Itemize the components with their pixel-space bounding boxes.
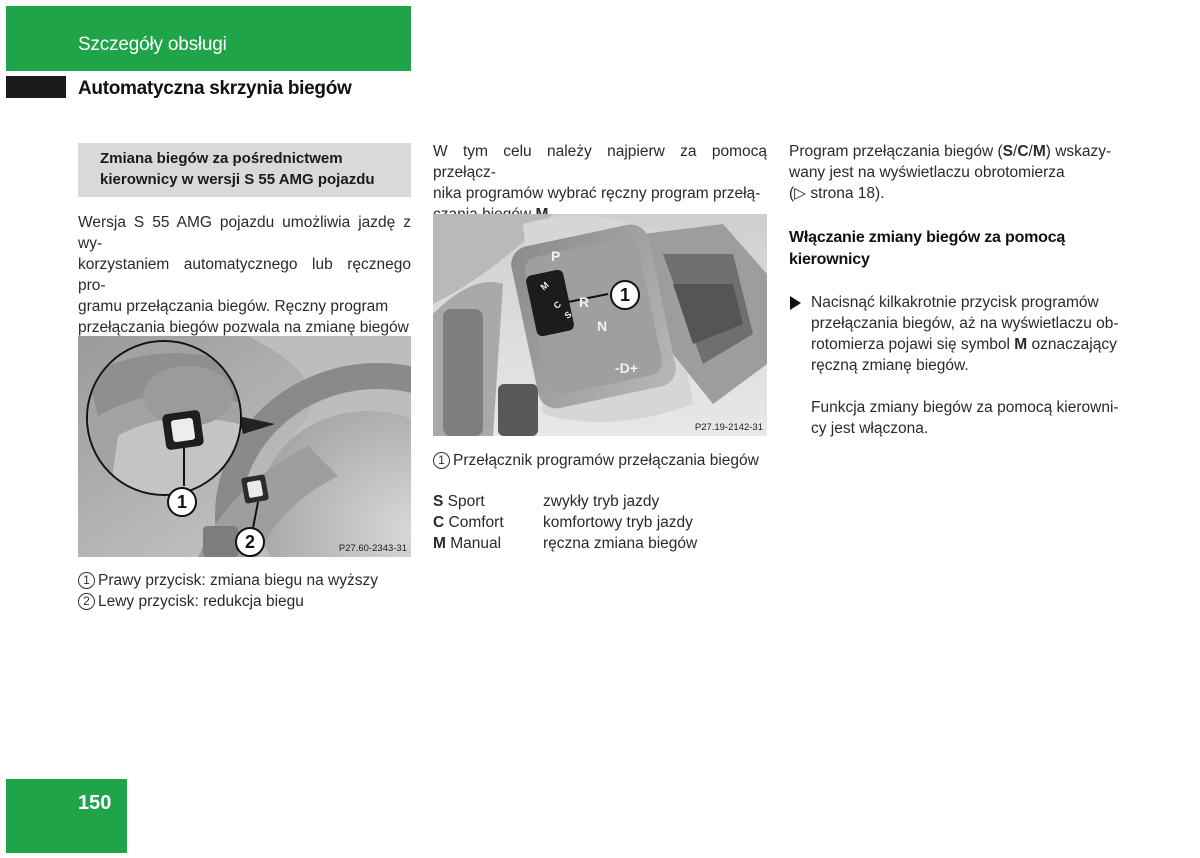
- subheading-line-2: kierownicy: [789, 251, 870, 268]
- text-line: Funkcja zmiany biegów za pomocą kierowni-: [811, 399, 1119, 416]
- topic-title-line-2: kierownicy w wersji S 55 AMG pojazdu: [100, 171, 375, 188]
- legend-number: 1: [433, 452, 450, 469]
- text-run: Program przełączania biegów (: [789, 143, 1003, 160]
- section-marker: [6, 76, 66, 98]
- text-run: rotomierza pojawi się symbol: [811, 336, 1015, 353]
- text-line: cy jest włączona.: [811, 420, 929, 437]
- gear-p-label: P: [551, 248, 561, 264]
- gear-r-label: R: [579, 294, 590, 310]
- text-line: przełączania biegów pozwala na zmianę biegów: [78, 319, 409, 336]
- text-line: gramu przełączania biegów. Ręczny program: [78, 298, 389, 315]
- mode-c-label: C: [551, 299, 563, 311]
- image-code: P27.60-2343-31: [338, 543, 407, 554]
- text-line: [811, 334, 1124, 355]
- chapter-header: [6, 6, 411, 71]
- step-instruction: [811, 292, 1124, 376]
- chapter-title: Szczegóły obsługi: [78, 34, 227, 55]
- mode-desc: komfortowy tryb jazdy: [543, 514, 693, 531]
- text-run: (: [789, 185, 795, 202]
- text-line: ręczną zmianę biegów.: [811, 357, 969, 374]
- legend-item-1: [78, 570, 378, 591]
- text-line: Wersja S 55 AMG pojazdu umożliwia jazdę z wy-: [78, 214, 411, 252]
- mode-name: Comfort: [448, 514, 504, 531]
- gear-d-label: -D+: [615, 360, 638, 376]
- text-line: [789, 141, 1129, 162]
- mode-m-label: M: [538, 279, 551, 293]
- legend-text: Lewy przycisk: redukcja biegu: [98, 593, 304, 610]
- page-reference-icon: ▷: [794, 185, 807, 202]
- text-run: /: [1028, 143, 1033, 160]
- page-number-box: [6, 779, 127, 853]
- mode-row-comfort: [433, 512, 693, 533]
- text-run: ) wskazy-: [1045, 143, 1112, 160]
- text-line: W tym celu należy najpierw za pomocą przełącz-: [433, 143, 767, 181]
- text-line: [789, 183, 1129, 204]
- text-run: /: [1013, 143, 1018, 160]
- text-line: Nacisnąć kilkakrotnie przycisk programów: [811, 294, 1099, 311]
- selector-legend: [433, 450, 759, 471]
- legend-number: 2: [78, 593, 95, 610]
- callout-2: 2: [235, 527, 265, 557]
- mode-name: Sport: [447, 493, 485, 510]
- mode-s-label: S: [562, 309, 574, 321]
- legend-item-2: [78, 591, 304, 612]
- text-run: oznaczający: [1027, 336, 1117, 353]
- subheading-line-1: Włączanie zmiany biegów za pomocą: [789, 229, 1066, 246]
- mode-row-manual: [433, 533, 697, 554]
- gear-n-label: N: [597, 318, 608, 334]
- topic-box: [78, 143, 411, 197]
- text-line: przełączania biegów, aż na wyświetlaczu ob-: [811, 315, 1119, 332]
- section-title: Automatyczna skrzynia biegów: [78, 78, 352, 99]
- topic-title-line-1: Zmiana biegów za pośrednictwem: [100, 150, 343, 167]
- step-arrow-icon: [790, 296, 801, 310]
- callout-1: 1: [167, 487, 197, 517]
- middle-paragraph: [433, 141, 767, 225]
- mode-s-symbol: S: [1002, 143, 1013, 160]
- mode-row-sport: [433, 491, 659, 512]
- manual-symbol: M: [1014, 336, 1028, 353]
- gear-selector-photo: [433, 214, 767, 436]
- image-code: P27.19-2142-31: [694, 422, 763, 433]
- mode-key: S: [433, 493, 444, 510]
- steering-wheel-photo: [78, 336, 411, 557]
- legend-number: 1: [78, 572, 95, 589]
- page-number: 150: [78, 792, 112, 814]
- mode-desc: ręczna zmiana biegów: [543, 535, 698, 552]
- text-line: nika programów wybrać ręczny program przełą-: [433, 185, 761, 202]
- callout-1: 1: [610, 280, 640, 310]
- text-line: wany jest na wyświetlaczu obrotomierza: [789, 164, 1065, 181]
- mode-name: Manual: [450, 535, 502, 552]
- text-run: strona 18).: [806, 185, 885, 202]
- subheading: [789, 227, 1129, 271]
- mode-m-symbol: M: [1032, 143, 1046, 160]
- mode-c-symbol: C: [1017, 143, 1029, 160]
- text-line: korzystaniem automatycznego lub ręcznego pro-: [78, 256, 411, 294]
- mode-key: C: [433, 514, 445, 531]
- step-result: [811, 397, 1124, 439]
- right-intro: [789, 141, 1129, 204]
- mode-key: M: [433, 535, 446, 552]
- legend-text: Prawy przycisk: zmiana biegu na wyższy: [98, 572, 378, 589]
- mode-desc: zwykły tryb jazdy: [543, 493, 660, 510]
- legend-text: Przełącznik programów przełączania biegów: [453, 452, 759, 469]
